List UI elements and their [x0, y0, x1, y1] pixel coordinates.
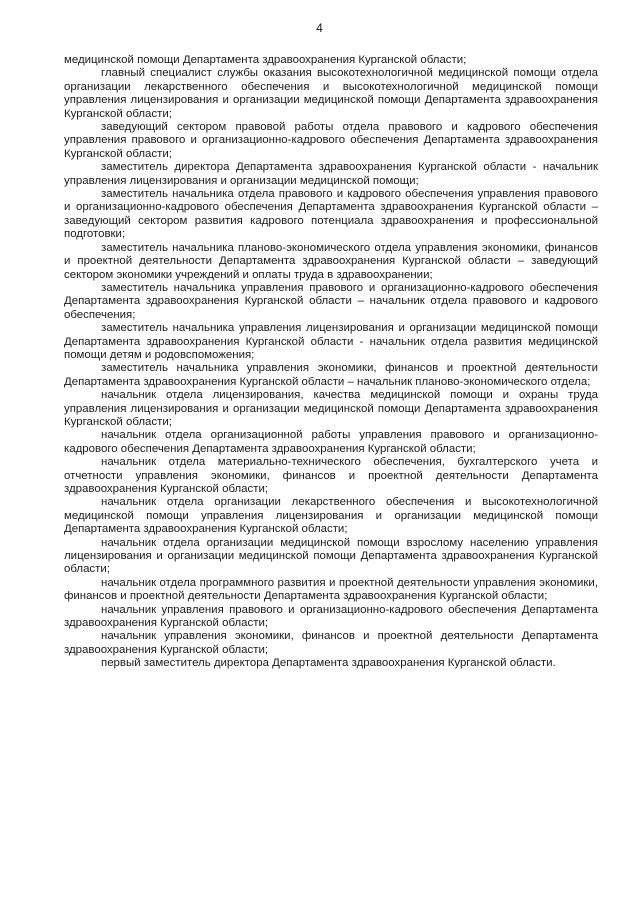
- paragraph: начальник управления правового и организационно-кадрового обеспечения Департамента здравоохранения Курганской области;: [64, 603, 598, 630]
- paragraph: начальник отдела организации лекарственного обеспечения и высокотехнологичной медицинской помощи управления лицензирования и организации медицинской помощи Департамента здравоохранения Курганской области;: [64, 496, 598, 536]
- paragraph: заведующий сектором правовой работы отдела правового и кадрового обеспечения управления правового и организационно-кадрового обеспечения Департамента здравоохранения Курганской области;: [64, 121, 598, 160]
- paragraph: заместитель директора Департамента здравоохранения Курганской области - начальник управления лицензирования и организации медицинской помощи;: [64, 161, 598, 187]
- paragraph: начальник управления экономики, финансов и проектной деятельности Департамента здравоохранения Курганской области;: [64, 630, 598, 656]
- paragraph: первый заместитель директора Департамента здравоохранения Курганской области.: [101, 657, 556, 670]
- paragraph: начальник отдела организации медицинской помощи взрослому населению управления лицензирования и организации медицинской помощи Департамента здравоохранения Курганской области;: [64, 536, 598, 576]
- paragraph: главный специалист службы оказания высокотехнологичной медицинской помощи отдела организации лекарственного обеспечения и высокотехнологичной медицинской помощи управления лицензирования и организации медицинской помощи Департамента здравоохранения Курганской области;: [64, 67, 598, 120]
- paragraph: начальник отдела материально-технического обеспечения, бухгалтерского учета и отчетности управления экономики, финансов и проектной деятельности Департамента здравоохранения Курганской области;: [64, 456, 598, 495]
- paragraph: заместитель начальника отдела правового и кадрового обеспечения управления правового и организационно-кадрового обеспечения Департамента здравоохранения Курганской области – заведующий сектором развития кадрового потенциала здравоохранения и профессиональной подготовки;: [64, 188, 598, 241]
- paragraph: начальник отдела организационной работы управления правового и организационно-кадрового обеспечения Департамента здравоохранения Курганской области;: [64, 429, 598, 455]
- paragraph: заместитель начальника управления лицензирования и организации медицинской помощи Департамента здравоохранения Курганской области - начальник отдела развития медицинской помощи детям и родовспоможения;: [64, 322, 598, 361]
- paragraph: заместитель начальника управления экономики, финансов и проектной деятельности Департамента здравоохранения Курганской области – начальник планово-экономического отдела;: [64, 362, 598, 388]
- paragraph: начальник отдела программного развития и проектной деятельности управления экономики, финансов и проектной деятельности Департамента здравоохранения Курганской области;: [64, 576, 598, 603]
- paragraph: начальник отдела лицензирования, качества медицинской помощи и охраны труда управления лицензирования и организации медицинской помощи Департамента здравоохранения Курганской области;: [64, 389, 598, 428]
- paragraph: заместитель начальника управления правового и организационно-кадрового обеспечения Департамента здравоохранения Курганской области – начальник отдела правового и кадрового обеспечения;: [64, 281, 598, 321]
- paragraph: медицинской помощи Департамента здравоохранения Курганской области;: [64, 54, 467, 66]
- paragraph: заместитель начальника планово-экономического отдела управления экономики, финансов и проектной деятельности Департамента здравоохранения Курганской области – заведующий сектором экономики учреждений и оплаты труда в здравоохранении;: [64, 241, 598, 281]
- document-body: [64, 54, 598, 671]
- page-number: 4: [316, 21, 323, 35]
